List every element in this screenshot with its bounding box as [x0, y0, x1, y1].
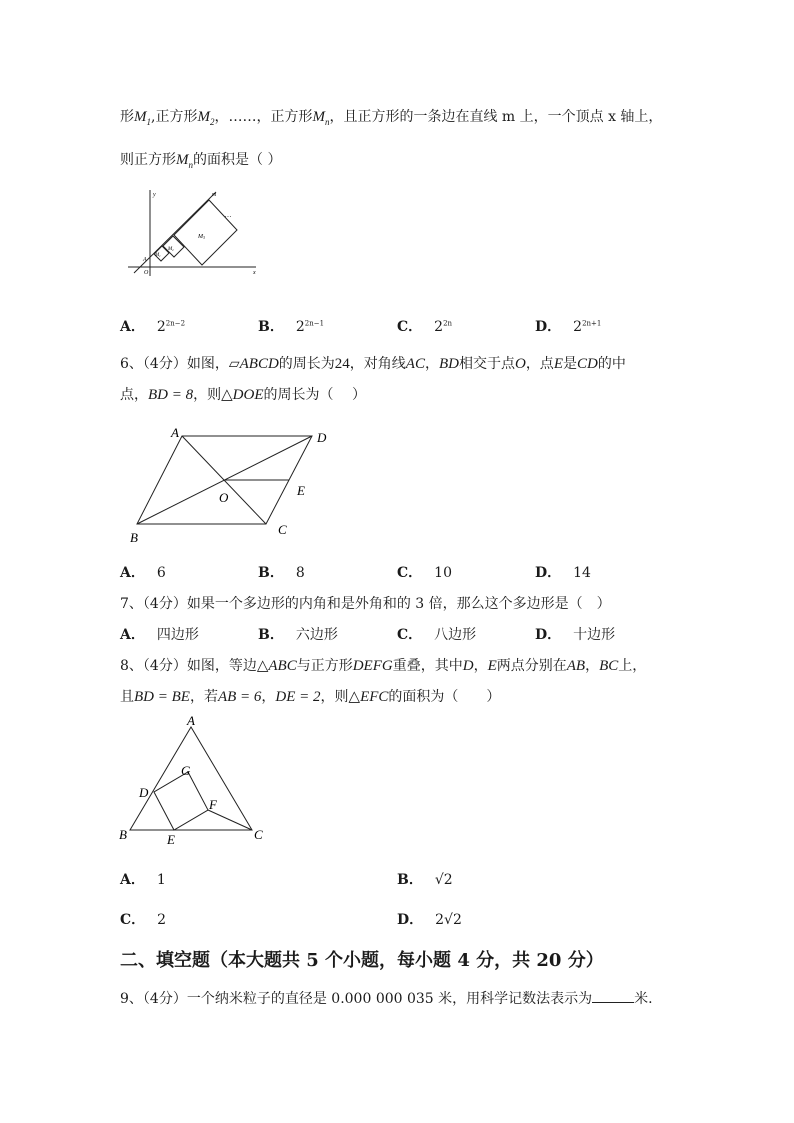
q8-option-b[interactable]: B． √2	[397, 872, 453, 888]
q6-option-b[interactable]: B． 8	[258, 565, 305, 581]
answer-blank[interactable]	[592, 990, 634, 1003]
q5-fig-M2-label: $M_2$	[168, 247, 174, 252]
section-title: 二、填空题（本大题共 5 个小题，每小题 4 分，共 20 分）	[120, 950, 604, 971]
q8-figure	[116, 712, 270, 850]
q8-fig-A: A	[187, 713, 195, 728]
q6-line2: 点，BD = 8，则△DOE的周长为（ ）	[120, 387, 366, 403]
q8-option-a[interactable]: A． 1	[120, 872, 166, 888]
q5-option-c[interactable]: C． $2^{2n}$	[397, 319, 453, 335]
math-Mn-2: $M_n$	[176, 152, 193, 170]
q5-option-d[interactable]: D． $2^{2n+1}$	[535, 319, 602, 335]
q5-fig-m-label: m	[212, 192, 217, 198]
q6-figure	[126, 422, 338, 548]
q5-line1: 形$M_1$,正方形$M_2$，……，正方形$M_n$，且正方形的一条边在直线 m 上，一个顶点 x 轴上，	[120, 109, 663, 127]
q7-line1: 7、（4分）如果一个多边形的内角和是外角和的 3 倍，那么这个多边形是（ ）	[120, 596, 611, 612]
math-M1: $M_1$	[134, 109, 151, 127]
q5-option-a[interactable]: A． $2^{2n-2}$	[120, 319, 186, 335]
q8-fig-F: F	[209, 797, 217, 812]
q5-figure	[124, 186, 264, 278]
q6-option-d[interactable]: D． 14	[535, 565, 591, 581]
q5-fig-O-label: O	[144, 270, 149, 276]
q8-fig-G: G	[181, 763, 191, 778]
parallelogram-icon: ▱	[228, 356, 240, 372]
math-M2: $M_2$	[197, 109, 215, 127]
q8-option-d[interactable]: D． 2√2	[397, 912, 462, 928]
q8-fig-B: B	[119, 827, 127, 842]
q8-fig-D: D	[139, 785, 149, 800]
q6-fig-C: C	[278, 522, 287, 537]
q5-fig-dots: …	[225, 211, 232, 219]
q7-option-c[interactable]: C． 八边形	[397, 627, 477, 643]
q5-line2: 则正方形$M_n$的面积是（ ）	[120, 152, 282, 170]
q6-fig-O: O	[219, 490, 229, 505]
q6-option-a[interactable]: A． 6	[120, 565, 166, 581]
q6-fig-E: E	[297, 483, 305, 498]
q8-fig-C: C	[254, 827, 263, 842]
q9-line1: 9、（4分）一个纳米粒子的直径是 0.000 000 035 米，用科学记数法表示为 米.	[120, 991, 653, 1007]
q7-option-d[interactable]: D． 十边形	[535, 627, 616, 643]
q5-fig-x-label: x	[253, 270, 256, 276]
q5-fig-y-label: y	[153, 192, 156, 198]
q8-option-c[interactable]: C． 2	[120, 912, 167, 928]
q6-option-c[interactable]: C． 10	[397, 565, 452, 581]
q7-option-a[interactable]: A． 四边形	[120, 627, 199, 643]
q5-option-b[interactable]: B． $2^{2n-1}$	[258, 319, 325, 335]
q8-fig-E: E	[167, 832, 175, 847]
q6-fig-D: D	[317, 430, 327, 445]
q5-fig-M3-label: M3	[198, 234, 205, 240]
q5-fig-A-label: A	[143, 257, 147, 263]
q5-fig-M1-label: $M_1$	[155, 253, 161, 258]
math-Mn: $M_n$	[312, 109, 330, 127]
q7-option-b[interactable]: B． 六边形	[258, 627, 338, 643]
q8-line2: 且BD = BE，若AB = 6，DE = 2，则△EFC的面积为（ ）	[120, 689, 501, 705]
q8-line1: 8、（4分）如图，等边△ABC与正方形DEFG重叠，其中D，E两点分别在AB，BC上，	[120, 658, 647, 674]
q6-fig-B: B	[130, 530, 138, 545]
q6-line1: 6、（4分）如图，▱ABCD的周长为24，对角线AC，BD相交于点O，点E是CD的中	[120, 356, 626, 372]
q6-fig-A: A	[171, 425, 179, 440]
